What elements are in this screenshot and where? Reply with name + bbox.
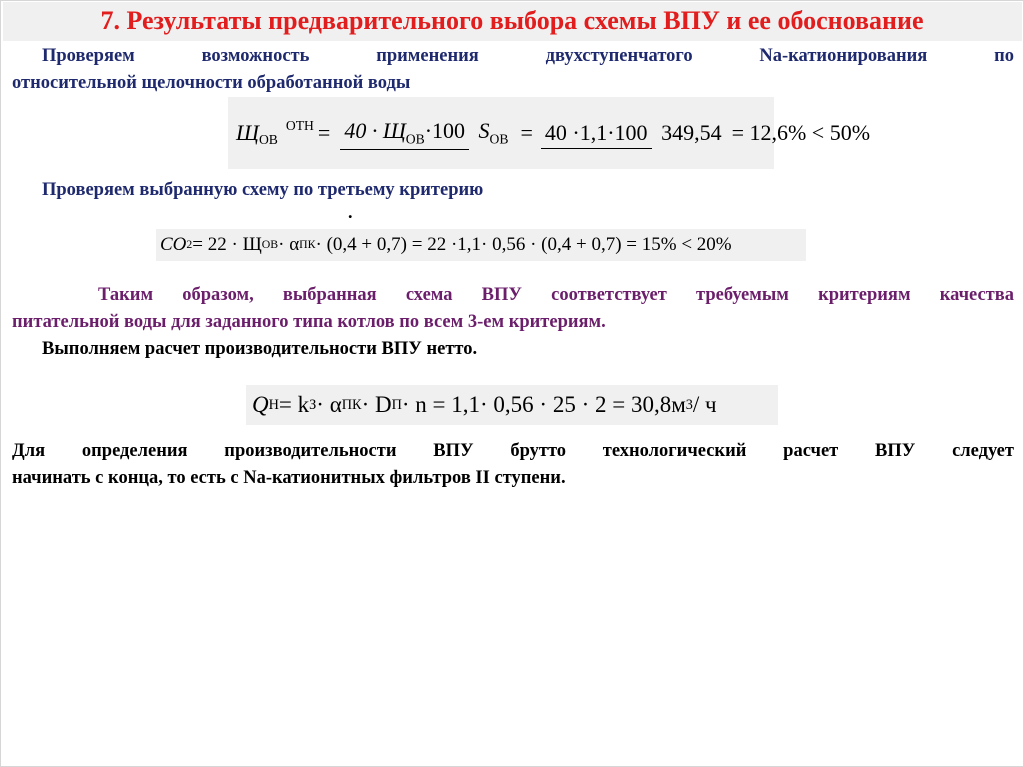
eq1-fraction-2: [541, 118, 726, 149]
eq2-part-b: · α: [278, 234, 300, 255]
eq2-part-a-sub: ОВ: [261, 238, 279, 251]
eq1-lhs-sub: ОВ: [258, 132, 278, 147]
eq3-part-c-sub: П: [391, 396, 402, 413]
eq3-part-c: · D: [361, 392, 392, 417]
paragraph-gross-capacity-line1: Для определения производительности ВПУ брутто технологический расчет ВПУ следует: [12, 441, 1014, 461]
eq1-frac2-num: 40 ·1,1·100: [541, 120, 652, 149]
equation-co2: [156, 229, 806, 261]
eq3-part-a-sub: З: [309, 396, 317, 413]
paragraph-net-capacity: Выполняем расчет производительности ВПУ нетто.: [42, 339, 478, 359]
eq1-equals: =: [317, 120, 331, 145]
eq3-part-e: / ч: [692, 392, 717, 417]
eq2-lhs: CO: [160, 234, 187, 255]
paragraph-third-criterion: Проверяем выбранную схему по третьему критерию: [42, 180, 484, 200]
paragraph-check-possibility-line1: Проверяем возможность применения двухступенчатого Na-катионирования по: [42, 46, 1014, 66]
eq3-lhs-sub: Н: [268, 396, 279, 413]
eq2-lhs-sub: 2: [186, 238, 193, 251]
eq3-part-d-sup: 3: [685, 396, 693, 413]
eq1-frac1-num-b: ·100: [424, 117, 466, 143]
eq2-part-c: · (0,4 + 0,7) = 22 ·1,1· 0,56 · (0,4 + 0,7) = 15% < 20%: [315, 234, 732, 255]
equation-relative-alkalinity: [228, 97, 871, 169]
eq1-frac1-den-sub: ОВ: [489, 131, 509, 147]
eq1-frac1-den: S: [478, 117, 490, 143]
eq2-part-b-sub: ПК: [299, 238, 316, 251]
eq3-part-d: · n = 1,1· 0,56 · 25 · 2 = 30,8м: [401, 392, 686, 417]
eq1-fraction-1: [340, 116, 512, 150]
eq1-lhs-sup: ОТН: [285, 118, 314, 133]
slide-title: 7. Результаты предварительного выбора схемы ВПУ и ее обоснование: [100, 6, 924, 35]
eq2-part-a: = 22 · Щ: [192, 234, 262, 255]
paragraph-check-possibility-line2: относительной щелочности обработанной воды: [12, 73, 411, 93]
eq1-frac1-num-sub: ОВ: [405, 131, 425, 147]
eq3-part-a: = k: [278, 392, 310, 417]
eq3-part-b-sub: ПК: [341, 396, 362, 413]
eq1-equals-2: =: [520, 120, 533, 145]
eq1-frac1-num-a: 40 · Щ: [344, 117, 406, 143]
paragraph-gross-capacity-line2: начинать с конца, то есть с Na-катионитных фильтров II ступени.: [12, 468, 566, 488]
stray-dot: .: [348, 202, 353, 222]
eq1-result: = 12,6% < 50%: [731, 120, 871, 145]
eq1-frac2-den: 349,54: [661, 119, 722, 145]
paragraph-conclusion-line2: питательной воды для заданного типа котлов по всем 3-ем критериям.: [12, 312, 606, 332]
equation-net-capacity: [246, 385, 778, 425]
eq3-part-b: · α: [316, 392, 342, 417]
eq1-lhs: Щ: [236, 120, 259, 145]
eq3-lhs: Q: [252, 392, 269, 417]
paragraph-conclusion-line1: Таким образом, выбранная схема ВПУ соответствует требуемым критериям качества: [98, 285, 1014, 305]
